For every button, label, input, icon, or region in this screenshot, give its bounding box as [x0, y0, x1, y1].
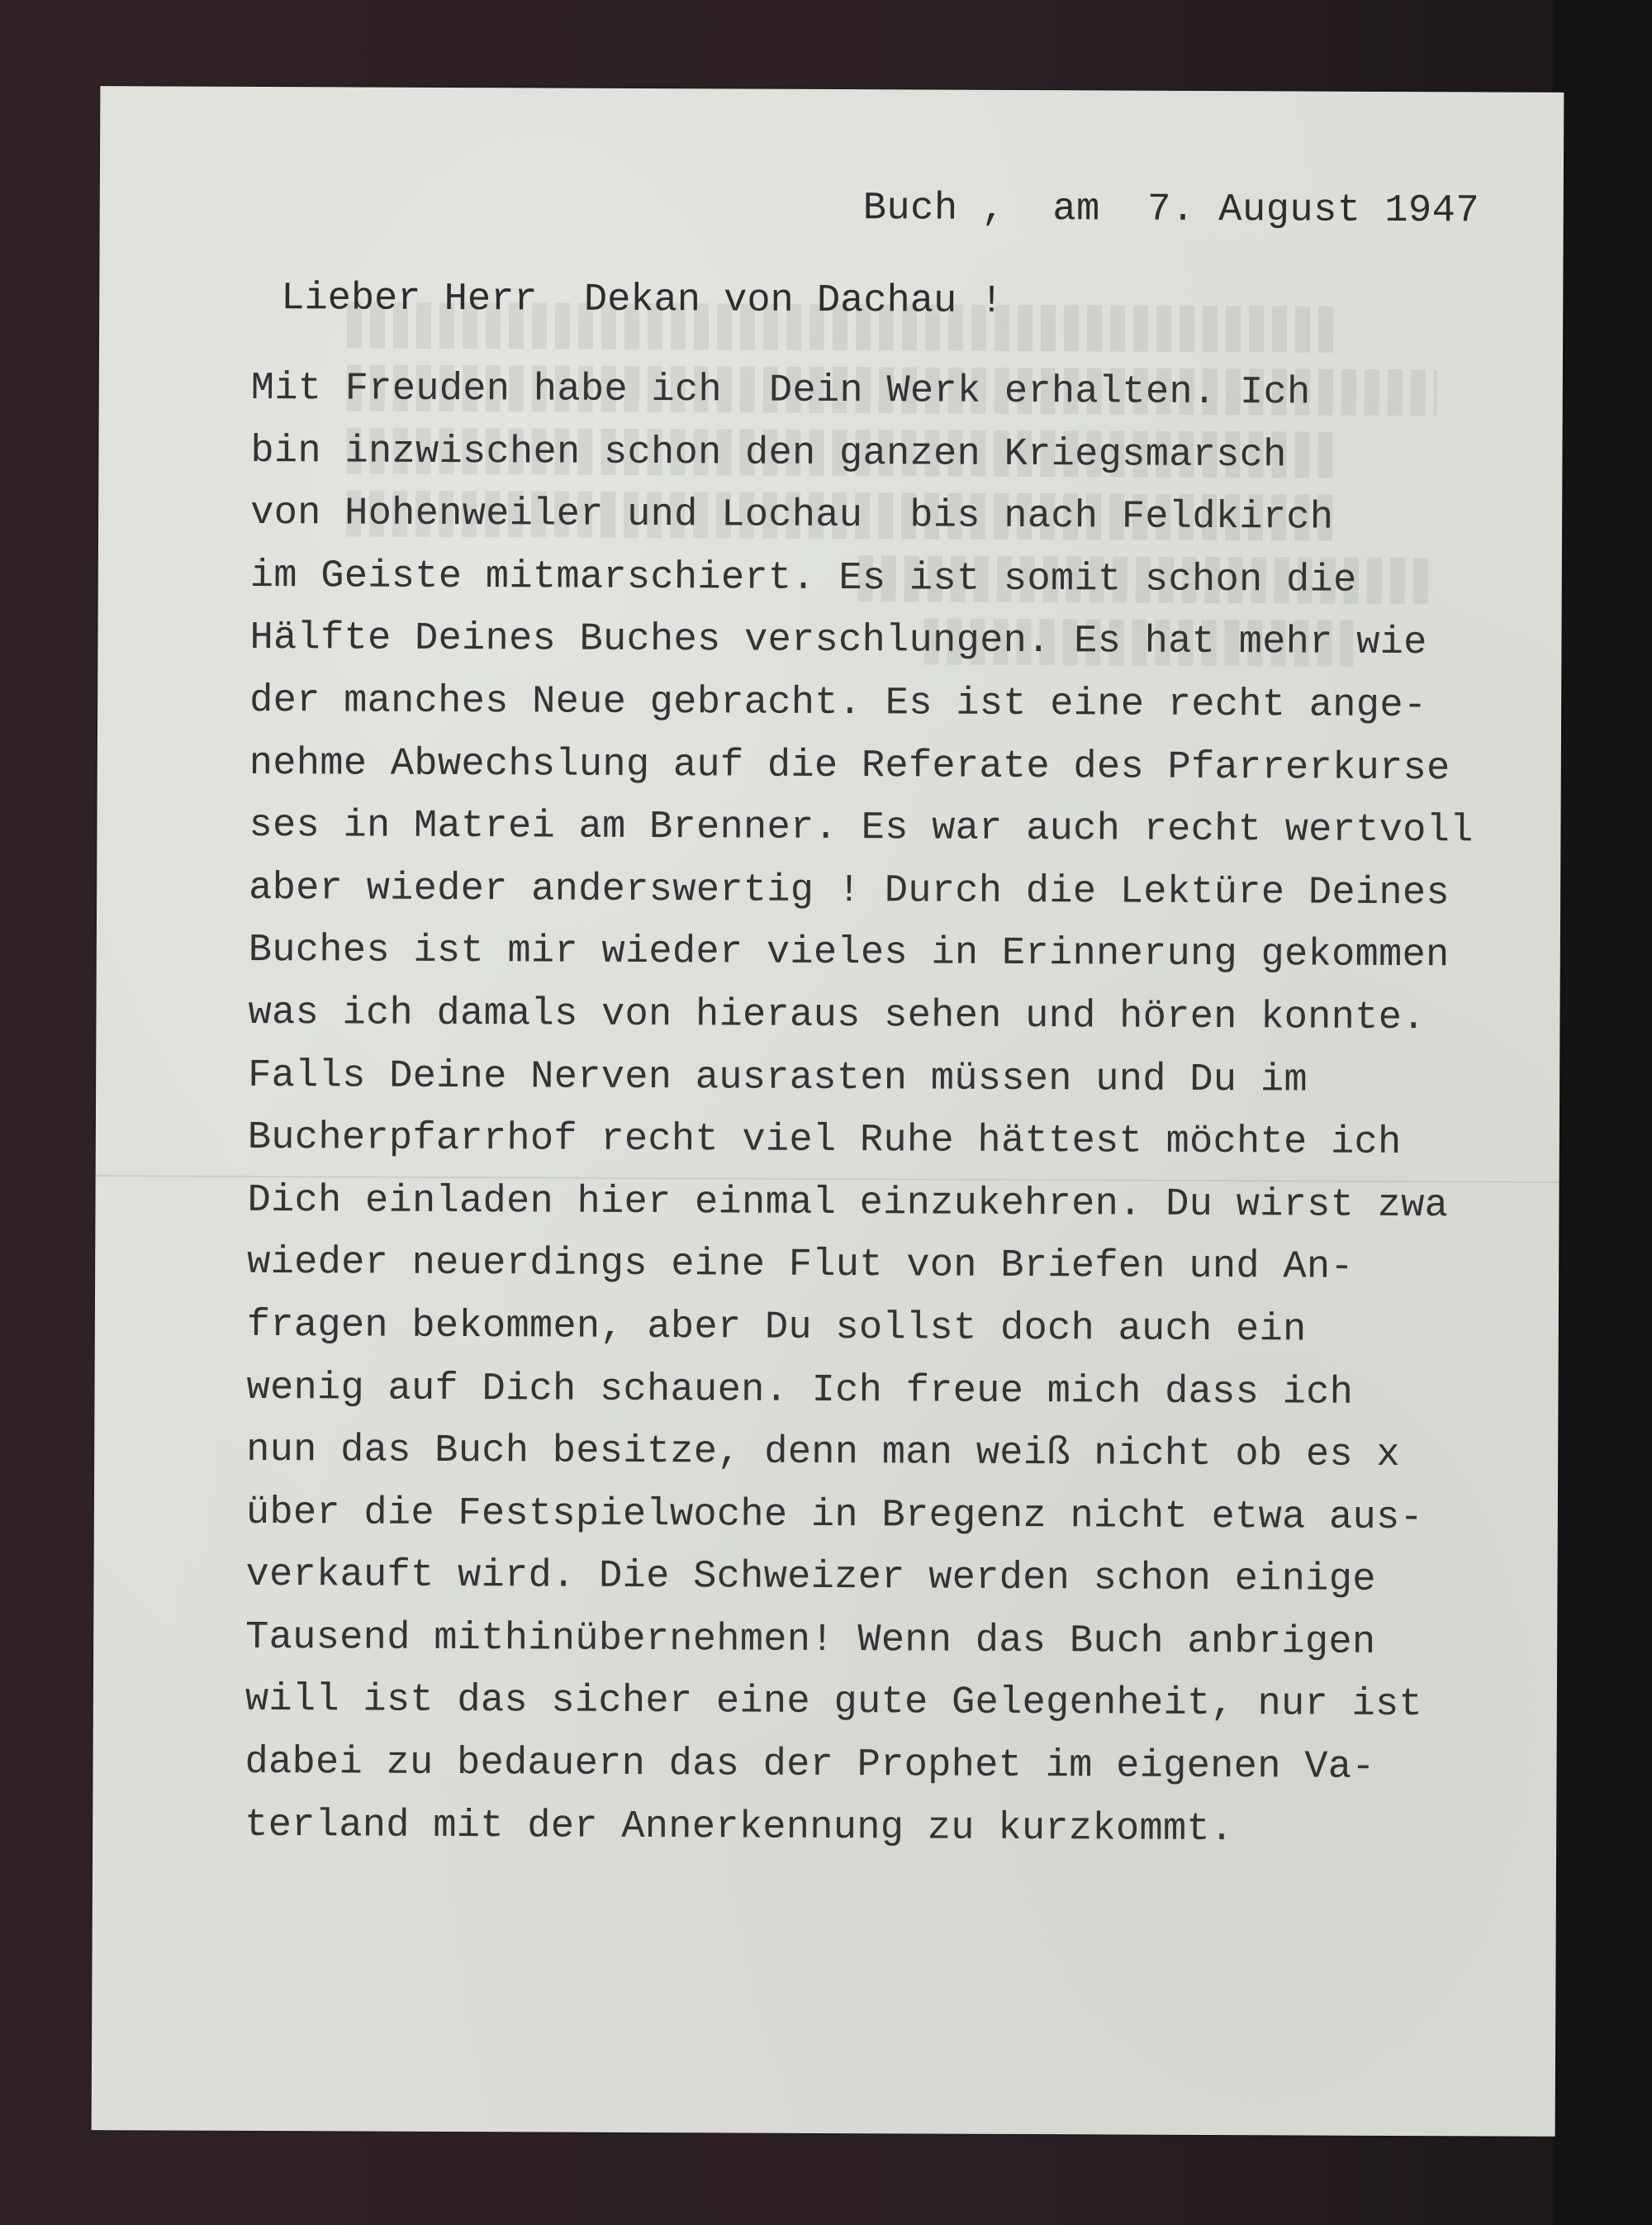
- letter-body-line: verkauft wird. Die Schweizer werden schon einige: [245, 1553, 1376, 1603]
- letter-body-line: aber wieder anderswertig ! Durch die Lektüre Deines: [249, 866, 1450, 916]
- letter-body-line: nehme Abwechslung auf die Referate des Pfarrerkurse: [249, 741, 1450, 791]
- letter-date-line: Buch , am 7. August 1947: [862, 187, 1480, 234]
- letter-body: [244, 358, 1606, 1862]
- letter-body-line: wieder neuerdings eine Flut von Briefen und An-: [247, 1241, 1355, 1291]
- letter-body-line: von Hohenweiler und Lochau bis nach Feldkirch: [250, 492, 1334, 540]
- letter-body-line: terland mit der Annerkennung zu kurzkommt.: [244, 1803, 1234, 1852]
- letter-body-line: Tausend mithinübernehmen! Wenn das Buch anbrigen: [245, 1615, 1376, 1665]
- letter-body-line: fragen bekommen, aber Du sollst doch auch ein: [246, 1303, 1307, 1353]
- letter-body-line: was ich damals von hieraus sehen und hören konnte.: [248, 991, 1426, 1041]
- letter-body-line: Falls Deine Nerven ausrasten müssen und Du im: [248, 1053, 1308, 1103]
- letter-body-line: der manches Neue gebracht. Es ist eine recht ange-: [249, 678, 1427, 729]
- letter-body-line: im Geiste mitmarschiert. Es ist somit schon die: [249, 554, 1357, 603]
- letter-body-line: will ist das sicher eine gute Gelegenheit, nur ist: [244, 1678, 1423, 1728]
- letter-body-line: Dich einladen hier einmal einzukehren. Du wirst zwa: [247, 1178, 1449, 1228]
- letter-body-line: wenig auf Dich schauen. Ich freue mich dass ich: [246, 1366, 1354, 1415]
- letter-body-line: Buches ist mir wieder vieles in Erinnerung gekommen: [248, 929, 1450, 978]
- letter-body-line: Mit Freuden habe ich Dein Werk erhalten. Ich: [250, 366, 1311, 416]
- letter-body-line: dabei zu bedauern das der Prophet im eigenen Va-: [244, 1740, 1375, 1790]
- letter-body-line: nun das Buch besitze, denn man weiß nicht ob es x: [246, 1429, 1401, 1478]
- letter-salutation: Lieber Herr Dekan von Dachau !: [281, 277, 1004, 324]
- letter-body-line: Hälfte Deines Buches verschlungen. Es hat mehr wie: [249, 616, 1427, 666]
- letter-page: [92, 86, 1564, 2137]
- letter-body-line: über die Festspielwoche in Bregenz nicht etwa aus-: [245, 1490, 1424, 1540]
- letter-body-line: ses in Matrei am Brenner. Es war auch recht wertvoll: [249, 804, 1474, 853]
- letter-body-line: Bucherpfarrhof recht viel Ruhe hättest möchte ich: [247, 1116, 1402, 1166]
- letter-body-line: bin inzwischen schon den ganzen Kriegsmarsch: [250, 429, 1287, 478]
